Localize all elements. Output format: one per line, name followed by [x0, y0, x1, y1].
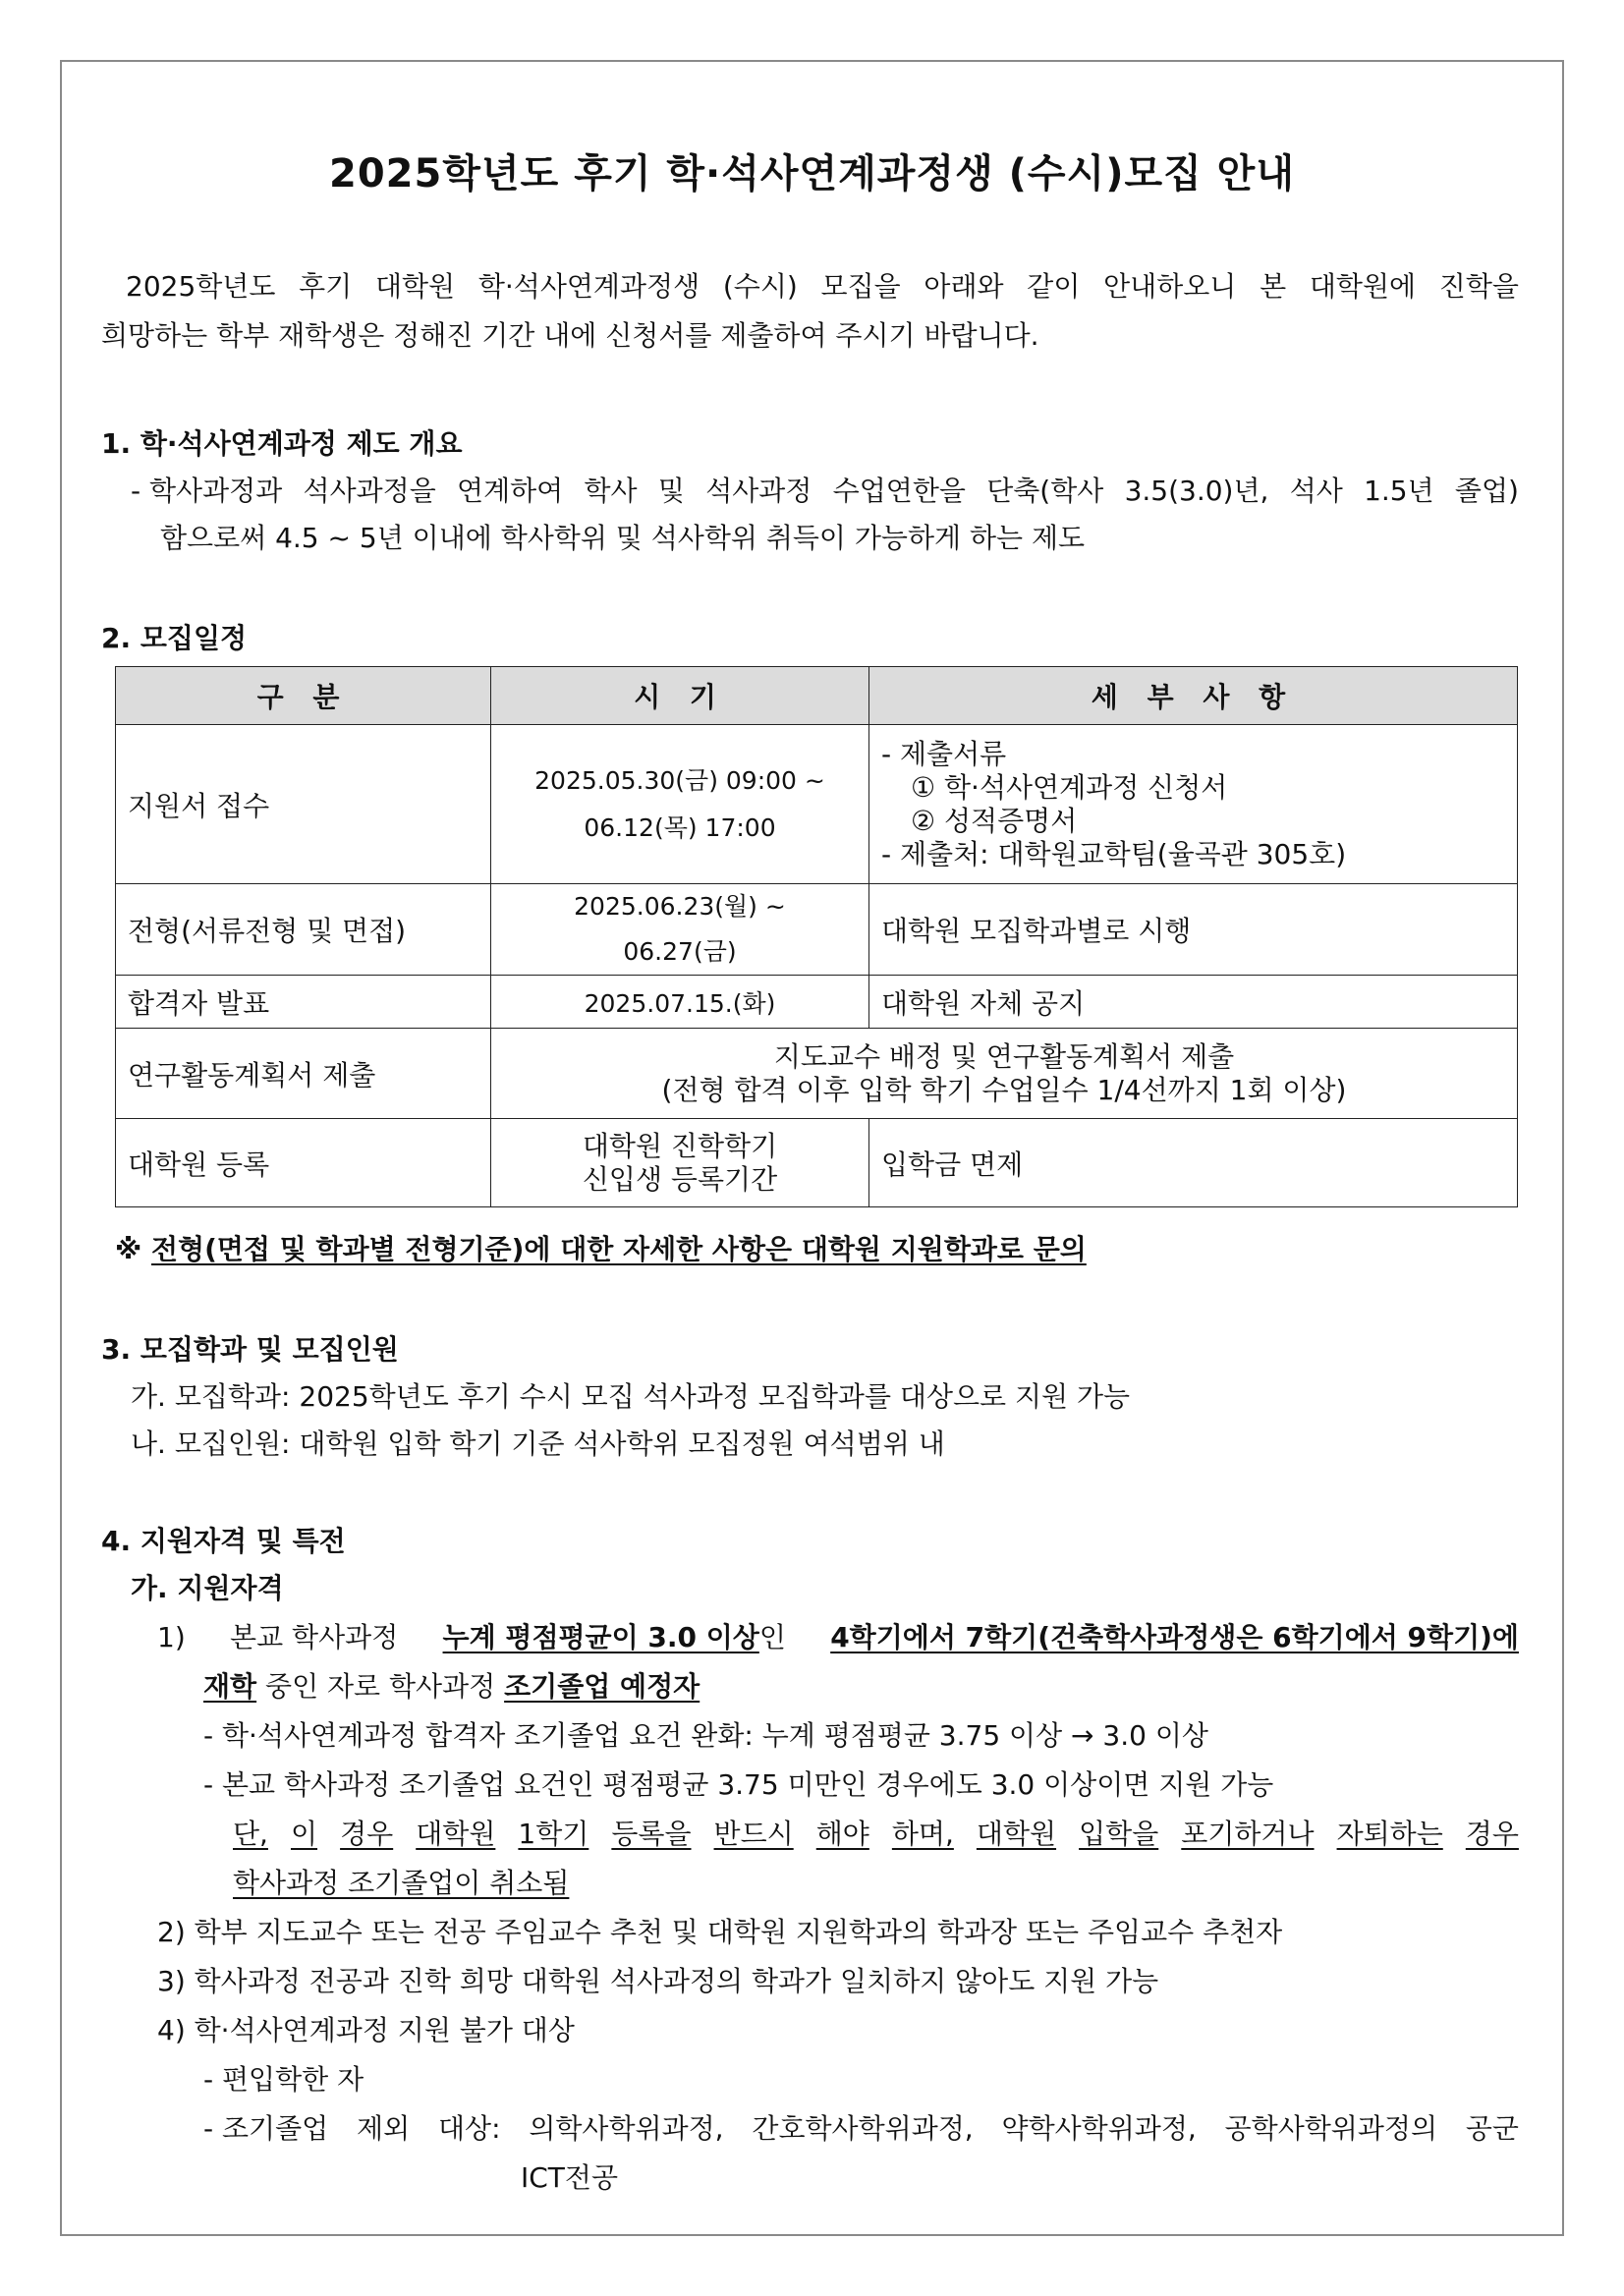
- row-label: 지원서 접수: [116, 725, 491, 884]
- table-row: [116, 1029, 1518, 1119]
- intro-word: 대학원에: [1309, 270, 1417, 303]
- table-row: [116, 1119, 1518, 1207]
- item-emphasis: 누계 평점평균이 3.0 이상: [442, 1621, 759, 1653]
- note-word: 1학기: [518, 1818, 589, 1850]
- item-3: 3) 학사과정 전공과 진학 희망 대학원 석사과정의 학과가 일치하지 않아도 지원 가능: [157, 1965, 1159, 1997]
- section-4-subheading: 가. 지원자격: [131, 1572, 284, 1604]
- intro-word: 대학원: [374, 270, 456, 303]
- item-1-line-2: [203, 1663, 700, 1710]
- item-emphasis: 4학기에서 7학기(건축학사과정생은 6학기에서 9학기)에: [830, 1621, 1519, 1653]
- table-row: [116, 725, 1518, 884]
- row-period: [491, 884, 869, 976]
- page-title: 2025학년도 후기 학·석사연계과정생 (수시)모집 안내: [329, 151, 1295, 196]
- note-word: 대학원: [416, 1818, 496, 1850]
- row-period: [491, 1119, 869, 1207]
- item-text: 중인 자로 학사과정: [265, 1670, 496, 1703]
- note-word: 대학원: [976, 1818, 1057, 1850]
- section-3-item-b: 나. 모집인원: 대학원 입학 학기 기준 석사학위 모집정원 여석범위 내: [131, 1428, 945, 1460]
- item-text: 본교 학사과정: [230, 1621, 399, 1653]
- item-1-bullet-1: - 학·석사연계과정 합격자 조기졸업 요건 완화: 누계 평점평균 3.75 이상 → 3.0 이상: [203, 1719, 1208, 1752]
- bullet-word: 공학사학위과정의: [1224, 2112, 1437, 2145]
- row-label: 연구활동계획서 제출: [116, 1029, 491, 1119]
- intro-word: 안내하오니: [1103, 270, 1237, 303]
- header-details: 세 부 사 항: [869, 667, 1518, 725]
- detail-line: ② 성적증명서: [911, 804, 1078, 837]
- note-word: 포기하거나: [1181, 1818, 1315, 1850]
- row-details: 대학원 모집학과별로 시행: [869, 884, 1518, 976]
- row-label: 합격자 발표: [116, 976, 491, 1029]
- row-period: 2025.07.15.(화): [491, 976, 869, 1029]
- item-number: 1): [157, 1621, 186, 1653]
- intro-word: (수시): [722, 270, 798, 303]
- s1-word: 단축(학사: [986, 475, 1104, 507]
- intro-word: 모집을: [820, 270, 901, 303]
- bullet-word: 대상:: [437, 2112, 501, 2145]
- item-emphasis: 재학: [203, 1670, 257, 1703]
- note-word: 경우: [1465, 1818, 1519, 1850]
- row-details: [491, 1029, 1518, 1119]
- note-text: 전형(면접 및 학과별 전형기준)에 대한 자세한 사항은 대학원 지원학과로 문의: [150, 1233, 1087, 1265]
- intro-word: 학·석사연계과정생: [477, 270, 700, 303]
- header-category: 구 분: [116, 667, 491, 725]
- s1-word: 및: [657, 475, 685, 507]
- row-label: 전형(서류전형 및 면접): [116, 884, 491, 976]
- table-row: [116, 976, 1518, 1029]
- row-details: 입학금 면제: [869, 1119, 1518, 1207]
- s1-word: 학사: [584, 475, 638, 507]
- item-1-bullet-2: - 본교 학사과정 조기졸업 요건인 평점평균 3.75 미만인 경우에도 3.0 이상이면 지원 가능: [203, 1768, 1274, 1801]
- note-word: 단,: [233, 1818, 268, 1850]
- note-word: 자퇴하는: [1336, 1818, 1443, 1850]
- item-4: 4) 학·석사연계과정 지원 불가 대상: [157, 2014, 575, 2046]
- s1-word: 3.5(3.0)년,: [1124, 475, 1269, 507]
- period-line: 신입생 등록기간: [582, 1162, 778, 1196]
- detail-line: (전형 합격 이후 입학 학기 수업일수 1/4선까지 1회 이상): [661, 1073, 1347, 1106]
- bullet-word: 간호학사학위과정,: [752, 2112, 974, 2145]
- section-3-item-a: 가. 모집학과: 2025학년도 후기 수시 모집 석사과정 모집학과를 대상으로 지원 가능: [131, 1380, 1131, 1413]
- period-line: 06.12(목) 17:00: [584, 812, 776, 842]
- item-emphasis: 조기졸업 예정자: [504, 1670, 700, 1703]
- item-1-bullet-2-note-end: 학사과정 조기졸업이 취소됨: [233, 1867, 570, 1899]
- intro-word: 2025학년도: [126, 270, 276, 303]
- s1-word: 수업연한을: [832, 475, 966, 507]
- section-1-line-2: 함으로써 4.5 ~ 5년 이내에 학사학위 및 석사학위 취득이 가능하게 하는 제도: [160, 522, 1086, 554]
- s1-word: - 학사과정과: [131, 475, 283, 507]
- note-word: 이: [290, 1818, 318, 1850]
- section-2-heading: 2. 모집일정: [101, 622, 248, 654]
- item-text: 인: [758, 1621, 786, 1653]
- bullet-word: 공군: [1465, 2112, 1519, 2145]
- item-2: 2) 학부 지도교수 또는 전공 주임교수 추천 및 대학원 지원학과의 학과장 또는 주임교수 추천자: [157, 1916, 1283, 1948]
- table-row: [116, 884, 1518, 976]
- intro-word: 본: [1260, 270, 1287, 303]
- row-details: [869, 725, 1518, 884]
- note-word: 해야: [815, 1818, 869, 1850]
- s1-word: 석사과정: [705, 475, 812, 507]
- intro-word: 진학을: [1438, 270, 1519, 303]
- note-word: 하며,: [891, 1818, 954, 1850]
- intro-line-2: 희망하는 학부 재학생은 정해진 기간 내에 신청서를 제출하여 주시기 바랍니다.: [101, 319, 1039, 352]
- s1-word: 1.5년: [1364, 475, 1434, 507]
- table-note: [115, 1226, 1087, 1273]
- detail-line: ① 학·석사연계과정 신청서: [911, 770, 1228, 804]
- note-word: 입학을: [1079, 1818, 1159, 1850]
- header-period: 시 기: [491, 667, 869, 725]
- note-word: 등록을: [611, 1818, 692, 1850]
- row-label: 대학원 등록: [116, 1119, 491, 1207]
- item-1-line-1: [157, 1614, 1519, 1661]
- section-4-heading: 4. 지원자격 및 특전: [101, 1525, 346, 1557]
- intro-line-1: [126, 263, 1519, 310]
- schedule-table: [115, 666, 1518, 1207]
- item-4-bullet-2: [203, 2105, 1519, 2153]
- note-mark: ※: [115, 1233, 142, 1265]
- item-4-bullet-1: - 편입학한 자: [203, 2063, 364, 2096]
- intro-word: 아래와: [924, 270, 1004, 303]
- row-details: 대학원 자체 공지: [869, 976, 1518, 1029]
- bullet-word: 제외: [357, 2112, 411, 2145]
- period-line: 2025.05.30(금) 09:00 ~: [534, 765, 825, 795]
- item-4-bullet-2-end: ICT전공: [521, 2161, 619, 2194]
- note-word: 경우: [340, 1818, 394, 1850]
- period-line: 2025.06.23(월) ~: [574, 892, 786, 921]
- row-period: [491, 725, 869, 884]
- bullet-word: - 조기졸업: [203, 2112, 329, 2145]
- s1-word: 석사과정을: [303, 475, 436, 507]
- section-1-heading: 1. 학·석사연계과정 제도 개요: [101, 427, 463, 460]
- period-line: 대학원 진학학기: [582, 1129, 778, 1162]
- detail-line: 지도교수 배정 및 연구활동계획서 제출: [773, 1039, 1235, 1073]
- period-line: 06.27(금): [623, 937, 737, 966]
- bullet-word: 약학사학위과정,: [1001, 2112, 1197, 2145]
- section-3-heading: 3. 모집학과 및 모집인원: [101, 1333, 399, 1366]
- detail-line: - 제출서류: [881, 737, 1007, 770]
- item-1-bullet-2-note: [233, 1811, 1519, 1858]
- detail-line: - 제출처: 대학원교학팀(율곡관 305호): [881, 837, 1347, 870]
- section-1-line-1: [131, 468, 1519, 515]
- s1-word: 졸업): [1454, 475, 1519, 507]
- s1-word: 연계하여: [457, 475, 564, 507]
- note-word: 반드시: [713, 1818, 794, 1850]
- s1-word: 석사: [1289, 475, 1343, 507]
- intro-word: 후기: [299, 270, 353, 303]
- intro-word: 같이: [1027, 270, 1081, 303]
- table-header-row: [116, 667, 1518, 725]
- bullet-word: 의학사학위과정,: [529, 2112, 724, 2145]
